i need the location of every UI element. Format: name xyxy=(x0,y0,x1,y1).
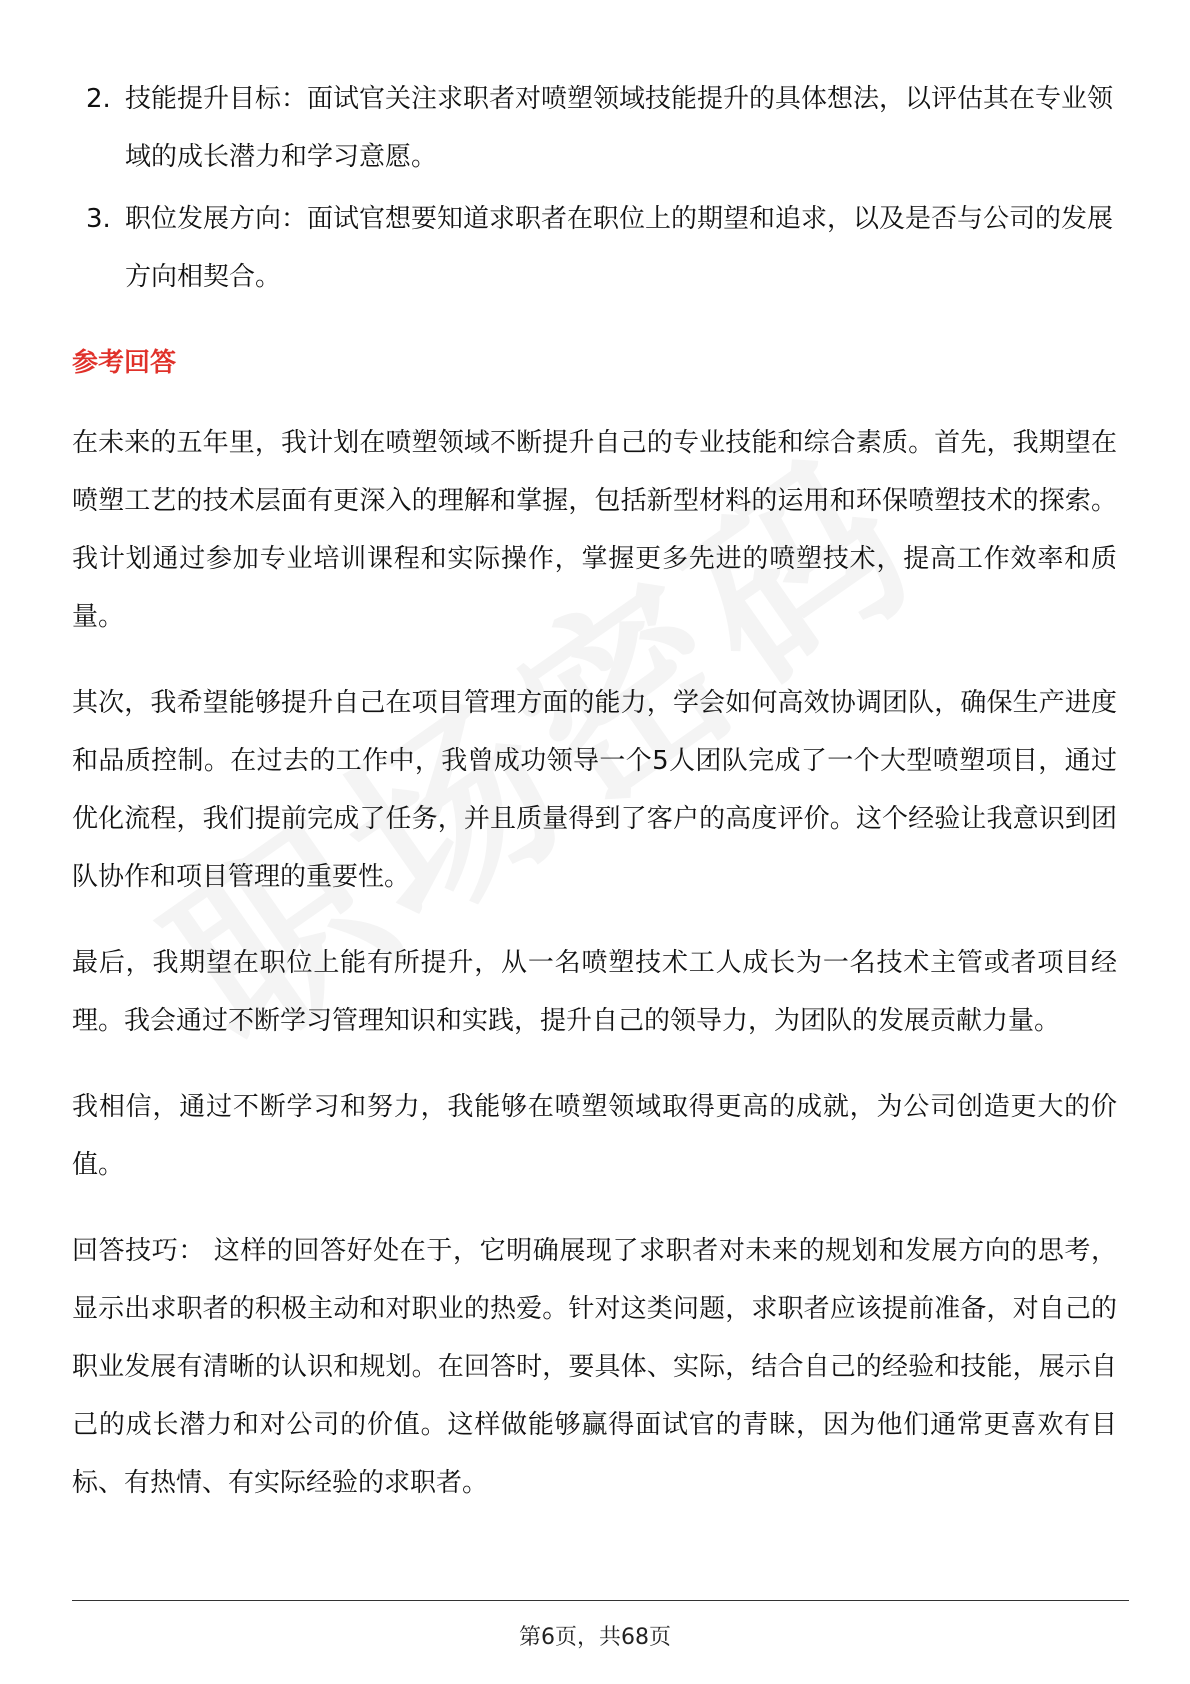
list-item-text: 技能提升目标：面试官关注求职者对喷塑领域技能提升的具体想法，以评估其在专业领域的成长潜力和学习意愿。 xyxy=(125,84,1114,172)
list-item xyxy=(72,70,1117,186)
list-item-number: 2. xyxy=(86,84,111,114)
list-item xyxy=(72,190,1117,306)
answer-paragraph: 最后，我期望在职位上能有所提升，从一名喷塑技术工人成长为一名技术主管或者项目经理。我会通过不断学习管理知识和实践，提升自己的领导力，为团队的发展贡献力量。 xyxy=(72,948,1117,1036)
answer-tips-paragraph: 回答技巧： 这样的回答好处在于，它明确展现了求职者对未来的规划和发展方向的思考，显示出求职者的积极主动和对职业的热爱。针对这类问题，求职者应该提前准备，对自己的职业发展有清晰的认识和规划。在回答时，要具体、实际，结合自己的经验和技能，展示自己的成长潜力和对公司的价值。这样做能够赢得面试官的青睐，因为他们通常更喜欢有目标、有热情、有实际经验的求职者。 xyxy=(72,1236,1117,1498)
list-item-text: 职位发展方向：面试官想要知道求职者在职位上的期望和追求，以及是否与公司的发展方向相契合。 xyxy=(125,204,1114,292)
page-content xyxy=(72,70,1117,1512)
answer-paragraph: 在未来的五年里，我计划在喷塑领域不断提升自己的专业技能和综合素质。首先，我期望在喷塑工艺的技术层面有更深入的理解和掌握，包括新型材料的运用和环保喷塑技术的探索。我计划通过参加专业培训课程和实际操作，掌握更多先进的喷塑技术，提高工作效率和质量。 xyxy=(72,428,1117,632)
answer-paragraph: 其次，我希望能够提升自己在项目管理方面的能力，学会如何高效协调团队，确保生产进度和品质控制。在过去的工作中，我曾成功领导一个5人团队完成了一个大型喷塑项目，通过优化流程，我们提前完成了任务，并且质量得到了客户的高度评价。这个经验让我意识到团队协作和项目管理的重要性。 xyxy=(72,688,1117,892)
footer-divider xyxy=(72,1600,1129,1601)
answer-paragraph: 我相信，通过不断学习和努力，我能够在喷塑领域取得更高的成就，为公司创造更大的价值。 xyxy=(72,1092,1117,1180)
question-analysis-list xyxy=(72,70,1117,306)
section-heading-reference-answer: 参考回答 xyxy=(72,348,177,378)
page-number: 第6页，共68页 xyxy=(519,1625,671,1650)
list-item-number: 3. xyxy=(86,204,111,234)
